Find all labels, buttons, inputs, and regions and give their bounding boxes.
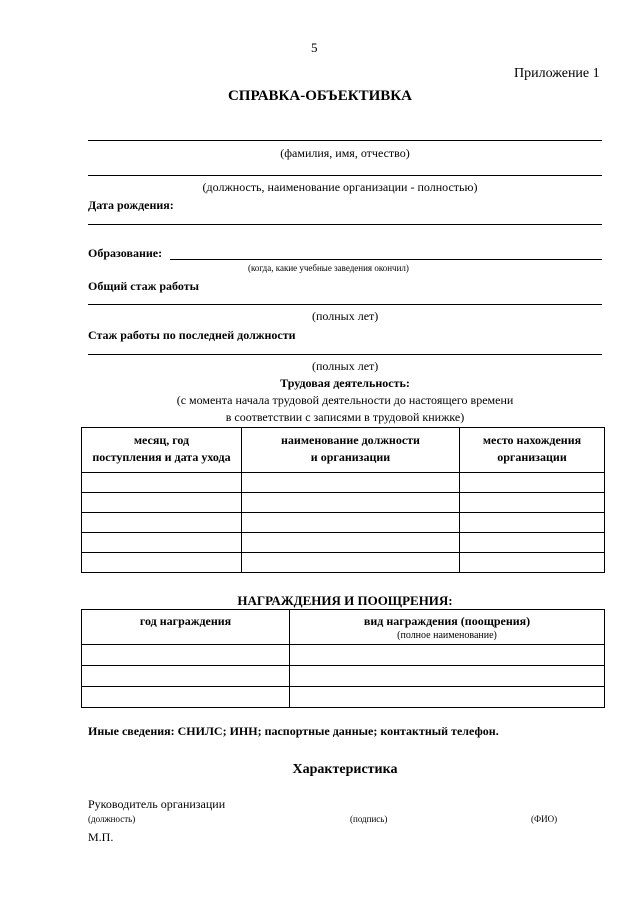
work-history-subtitle-1: (с момента начала трудовой деятельности до настоящего времени: [176, 393, 514, 407]
awards-title: НАГРАЖДЕНИЯ И ПООЩРЕНИЯ:: [237, 593, 453, 608]
table-row: [82, 493, 605, 513]
table-cell[interactable]: [290, 687, 605, 708]
table-cell[interactable]: [460, 493, 605, 513]
table-cell[interactable]: [82, 645, 290, 666]
total-experience-label: Общий стаж работы: [88, 279, 199, 293]
education-line: [170, 259, 602, 260]
col-location-header: [460, 428, 605, 473]
characteristic-title: Характеристика: [292, 762, 398, 777]
table-cell[interactable]: [82, 493, 242, 513]
table-cell[interactable]: [82, 513, 242, 533]
other-info: Иные сведения: СНИЛС; ИНН; паспортные данные; контактный телефон.: [88, 724, 499, 738]
table-row: [82, 533, 605, 553]
col-dates-header: [82, 428, 242, 473]
col-location-line2: организации: [497, 450, 567, 464]
table-cell[interactable]: [242, 513, 460, 533]
work-history-table: [81, 427, 605, 573]
table-cell[interactable]: [82, 553, 242, 573]
table-cell[interactable]: [82, 687, 290, 708]
table-cell[interactable]: [242, 553, 460, 573]
col-location-line1: место нахождения: [482, 433, 582, 447]
table-cell[interactable]: [290, 666, 605, 687]
last-position-experience-line: [88, 354, 602, 355]
awards-header-row: [82, 610, 605, 645]
education-hint: (когда, какие учебные заведения окончил): [248, 263, 409, 273]
document-title: СПРАВКА-ОБЪЕКТИВКА: [227, 88, 413, 104]
work-history-subtitle-2: в соответствии с записями в трудовой книжке): [225, 410, 465, 424]
table-cell[interactable]: [242, 533, 460, 553]
full-years-hint-2: (полных лет): [312, 359, 379, 373]
birth-date-label: Дата рождения:: [88, 198, 174, 212]
fio-hint: (фамилия, имя, отчество): [280, 146, 410, 160]
col-award-type-line1: вид награждения (поощрения): [363, 614, 531, 628]
appendix-label: Приложение 1: [514, 66, 600, 81]
table-row: [82, 473, 605, 493]
page-number: 5: [311, 40, 318, 55]
col-dates-line1: месяц, год: [133, 433, 190, 447]
education-label: Образование:: [88, 246, 163, 260]
table-row: [82, 553, 605, 573]
head-label: Руководитель организации: [88, 797, 226, 811]
table-row: [82, 645, 605, 666]
full-years-hint-1: (полных лет): [312, 309, 379, 323]
col-position-header: [242, 428, 460, 473]
table-cell[interactable]: [242, 473, 460, 493]
table-cell[interactable]: [460, 553, 605, 573]
table-cell[interactable]: [242, 493, 460, 513]
awards-table: [81, 609, 605, 708]
table-cell[interactable]: [460, 533, 605, 553]
signature-sign-hint: (подпись): [350, 814, 388, 824]
signature-position-hint: (должность): [88, 814, 136, 824]
total-experience-line: [88, 304, 602, 305]
table-cell[interactable]: [82, 533, 242, 553]
last-position-experience-label: Стаж работы по последней должности: [88, 328, 296, 342]
work-history-title: Трудовая деятельность:: [280, 376, 410, 390]
position-hint: (должность, наименование организации - полностью): [202, 180, 478, 194]
birth-date-line: [88, 224, 602, 225]
col-position-line1: наименование должности: [281, 433, 420, 447]
col-award-year-header: [82, 610, 290, 645]
table-row: [82, 513, 605, 533]
col-award-type-line2: (полное наименование): [397, 630, 497, 641]
table-row: [82, 666, 605, 687]
table-cell[interactable]: [290, 645, 605, 666]
position-line: [88, 175, 602, 176]
col-award-year-label: год награждения: [139, 614, 232, 628]
table-cell[interactable]: [460, 473, 605, 493]
table-cell[interactable]: [82, 666, 290, 687]
col-dates-line2: поступления и дата ухода: [92, 450, 231, 464]
table-cell[interactable]: [82, 473, 242, 493]
table-cell[interactable]: [460, 513, 605, 533]
col-award-type-header: [290, 610, 605, 645]
table-row: [82, 687, 605, 708]
fio-line: [88, 140, 602, 141]
stamp-label: М.П.: [88, 830, 114, 844]
work-history-header-row: [82, 428, 605, 473]
col-position-line2: и организации: [310, 450, 391, 464]
signature-fio-hint: (ФИО): [531, 814, 558, 824]
